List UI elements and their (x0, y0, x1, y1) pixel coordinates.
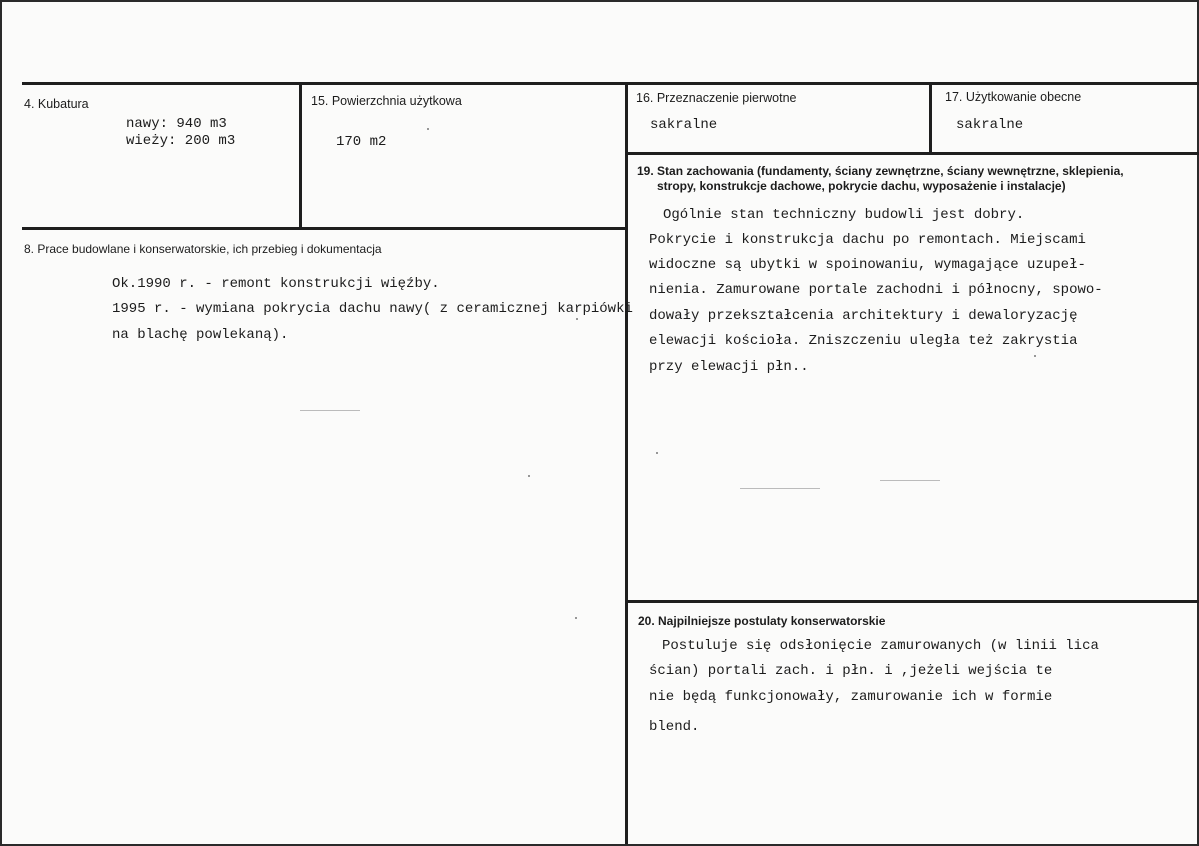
bleed-through-mark (880, 480, 940, 481)
field-20-line: blend. (649, 719, 700, 735)
rule-under-16-17 (625, 152, 1199, 155)
field-18-label: 8. Prace budowlane i konserwatorskie, ich przebieg i dokumentacja (24, 242, 382, 256)
field-19-line: dowały przekształcenia architektury i dewaloryzację (649, 308, 1078, 324)
field-14-label: 4. Kubatura (24, 97, 89, 111)
field-18-line: Ok.1990 r. - remont konstrukcji więźby. (112, 276, 440, 292)
field-19-line: elewacji kościoła. Zniszczeniu uległa też zakrystia (649, 333, 1078, 349)
field-20-label: 20. Najpilniejsze postulaty konserwatorskie (638, 614, 886, 628)
field-19-label-cont: stropy, konstrukcje dachowe, pokrycie dachu, wyposażenie i instalacje) (657, 179, 1066, 193)
top-rule (22, 82, 1199, 85)
scan-speck (1034, 355, 1036, 357)
field-20-line: ścian) portali zach. i płn. i ,jeżeli wejścia te (649, 663, 1053, 679)
field-19-line: widoczne są ubytki w spoinowaniu, wymagające uzupeł- (649, 257, 1086, 273)
scan-speck (427, 128, 429, 130)
field-19-line: przy elewacji płn.. (649, 359, 809, 375)
field-19-line: Ogólnie stan techniczny budowli jest dobry. (663, 207, 1025, 223)
field-18-line: na blachę powlekaną). (112, 327, 289, 343)
divider-16-17 (929, 82, 932, 154)
scan-speck (656, 452, 658, 454)
bleed-through-mark (300, 410, 360, 411)
field-15-value: 170 m2 (336, 134, 387, 150)
field-20-line: nie będą funkcjonowały, zamurowanie ich w formie (649, 689, 1053, 705)
scan-speck (575, 617, 577, 619)
field-16-value: sakralne (650, 117, 718, 133)
scan-speck (576, 318, 578, 320)
field-15-label: 15. Powierzchnia użytkowa (311, 94, 462, 108)
field-16-label: 16. Przeznaczenie pierwotne (636, 91, 797, 105)
field-17-value: sakralne (956, 117, 1024, 133)
scan-speck (528, 475, 530, 477)
divider-14-15 (299, 82, 302, 230)
field-14-value-nave: nawy: 940 m3 (126, 116, 227, 132)
field-17-label: 17. Użytkowanie obecne (945, 90, 1082, 104)
field-18-line: 1995 r. - wymiana pokrycia dachu nawy( z ceramicznej karpiówki (112, 301, 633, 317)
field-19-label: 19. Stan zachowania (fundamenty, ściany zewnętrzne, ściany wewnętrzne, sklepienia, (637, 164, 1124, 178)
rule-under-14-15 (22, 227, 628, 230)
rule-above-20 (625, 600, 1199, 603)
bleed-through-mark (740, 488, 820, 489)
field-14-value-tower: wieży: 200 m3 (126, 133, 236, 149)
field-19-line: Pokrycie i konstrukcja dachu po remontach. Miejscami (649, 232, 1086, 248)
field-20-line: Postuluje się odsłonięcie zamurowanych (w linii lica (662, 638, 1099, 654)
divider-15-16 (625, 82, 628, 844)
field-19-line: nienia. Zamurowane portale zachodni i północny, spowo- (649, 282, 1103, 298)
